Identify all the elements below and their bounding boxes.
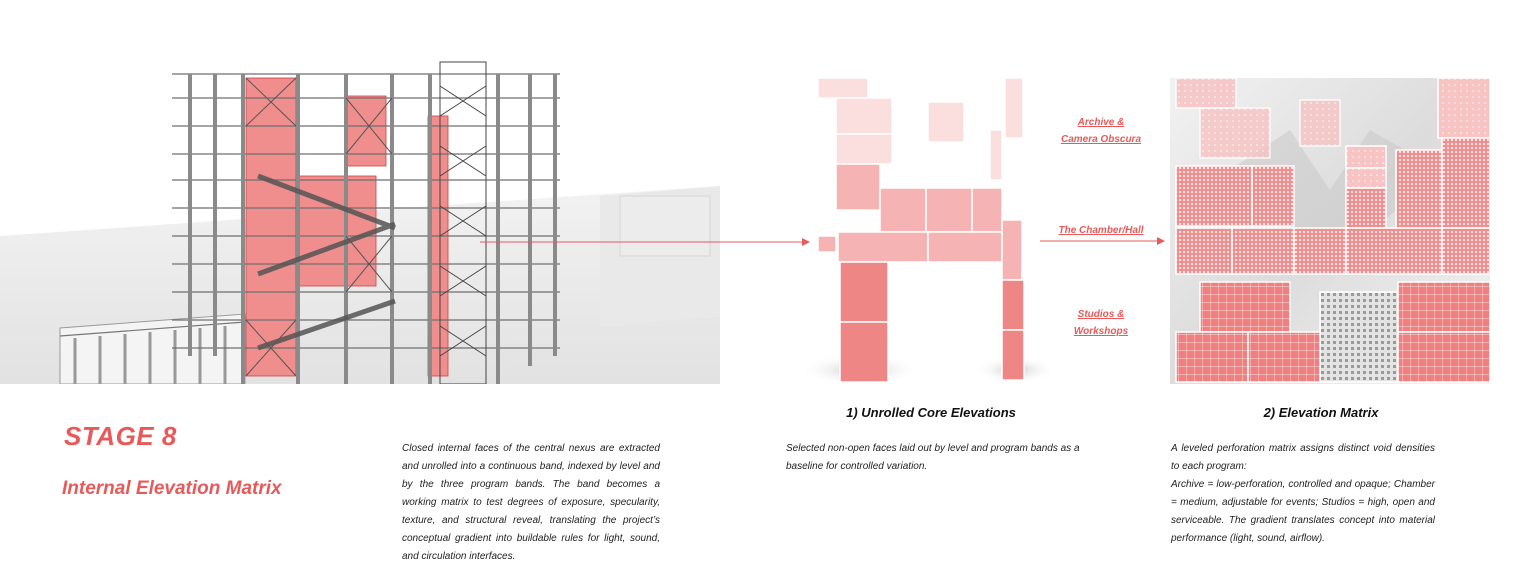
band-label-studios-line2: Workshops [1073, 326, 1129, 337]
matrix-caption-line2: Archive = low-perforation, controlled and opaque; Chamber = medium, adjustable for events; Studios = high, open and serviceable. The gradient translates concept into material performance (light, sound, airflow). [1171, 479, 1435, 544]
intro-paragraph: Closed internal faces of the central nexus are extracted and unrolled into a continuous band, indexed by level and by the three program bands. The band becomes a working matrix to test degrees of exposure, specularity, texture, and structural reveal, translating the project’s conceptual gradient into buildable rules for light, sound, and circulation interfaces. [402, 443, 660, 562]
matrix-caption-line1: A leveled perforation matrix assigns distinct void densities to each program: [1171, 443, 1435, 472]
band-label-archive-line2: Camera Obscura [1060, 134, 1142, 145]
stage-title: STAGE 8 [64, 421, 177, 451]
extraction-arrow [480, 225, 810, 255]
band-label-archive [1036, 114, 1166, 148]
elevation-matrix-diagram [1170, 70, 1496, 390]
matrix-figure-heading: 2) Elevation Matrix [1263, 405, 1379, 420]
band-label-chamber: The Chamber/Hall [1058, 225, 1144, 236]
studios-matrix-panels [1176, 282, 1490, 382]
matrix-figure-caption [1171, 440, 1435, 548]
building-section-render [0, 56, 720, 384]
unrolled-core-diagram [800, 70, 1050, 390]
band-label-studios-line1: Studios & [1077, 309, 1125, 320]
band-label-archive-line1: Archive & [1077, 117, 1125, 128]
band-label-studios [1036, 306, 1166, 340]
core-figure-caption: Selected non-open faces laid out by level and program bands as a baseline for controlled variation. [786, 443, 1080, 472]
core-figure-heading: 1) Unrolled Core Elevations [846, 405, 1016, 420]
stage-subtitle: Internal Elevation Matrix [62, 478, 282, 499]
